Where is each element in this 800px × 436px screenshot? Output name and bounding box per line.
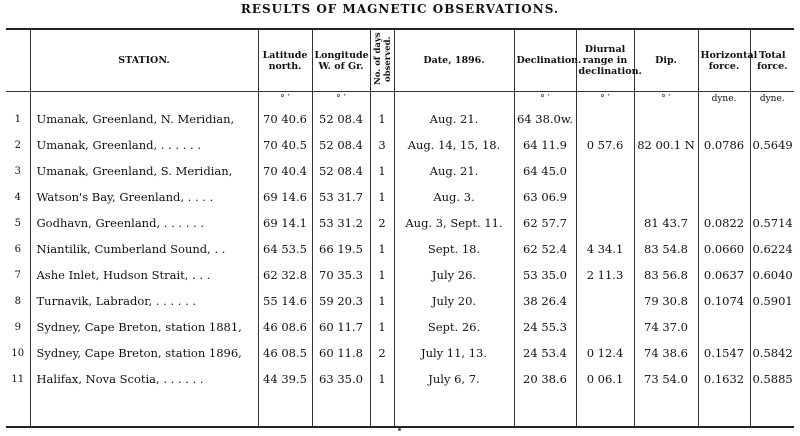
- days-observed-cell: 1: [370, 184, 394, 210]
- days-observed-cell: 1: [370, 236, 394, 262]
- header-row: [6, 30, 794, 92]
- latitude-cell: 70 40.6: [258, 106, 312, 132]
- declination-cell: 64 11.9: [514, 132, 576, 158]
- header-station: STATION.: [30, 30, 258, 92]
- date-cell: Aug. 21.: [394, 106, 514, 132]
- horizontal-force-cell: [698, 184, 750, 210]
- date-cell: July 6, 7.: [394, 366, 514, 392]
- diurnal-range-cell: [576, 158, 634, 184]
- dip-cell: 74 38.6: [634, 340, 698, 366]
- horizontal-force-cell: [698, 314, 750, 340]
- latitude-cell: 70 40.5: [258, 132, 312, 158]
- dip-cell: [634, 184, 698, 210]
- longitude-cell: 60 11.8: [312, 340, 370, 366]
- total-force-cell: 0.6224: [750, 236, 794, 262]
- horizontal-force-cell: 0.0660: [698, 236, 750, 262]
- table-row: [6, 314, 794, 340]
- declination-cell: 38 26.4: [514, 288, 576, 314]
- table-row: [6, 262, 794, 288]
- date-cell: Sept. 18.: [394, 236, 514, 262]
- table-row: [6, 210, 794, 236]
- table-row: [6, 236, 794, 262]
- latitude-cell: 64 53.5: [258, 236, 312, 262]
- table-row: [6, 184, 794, 210]
- longitude-cell: 70 35.3: [312, 262, 370, 288]
- longitude-cell: 59 20.3: [312, 288, 370, 314]
- row-number: 2: [14, 139, 21, 151]
- total-force-cell: [750, 314, 794, 340]
- dip-cell: 79 30.8: [634, 288, 698, 314]
- longitude-cell: 66 19.5: [312, 236, 370, 262]
- longitude-cell: 53 31.7: [312, 184, 370, 210]
- diurnal-range-cell: 2 11.3: [576, 262, 634, 288]
- date-cell: July 11, 13.: [394, 340, 514, 366]
- diurnal-range-cell: [576, 184, 634, 210]
- dip-cell: 83 56.8: [634, 262, 698, 288]
- horizontal-force-cell: 0.0822: [698, 210, 750, 236]
- declination-cell: 20 38.6: [514, 366, 576, 392]
- days-observed-cell: 1: [370, 366, 394, 392]
- longitude-cell: 52 08.4: [312, 158, 370, 184]
- total-force-cell: [750, 184, 794, 210]
- declination-cell: 63 06.9: [514, 184, 576, 210]
- longitude-cell: 63 35.0: [312, 366, 370, 392]
- diurnal-range-cell: [576, 288, 634, 314]
- unit-latitude: ° ′: [258, 92, 312, 107]
- latitude-cell: 46 08.5: [258, 340, 312, 366]
- horizontal-force-cell: 0.0786: [698, 132, 750, 158]
- station-name: Umanak, Greenland, . . . . . .: [30, 132, 258, 158]
- dip-cell: 81 43.7: [634, 210, 698, 236]
- diurnal-range-cell: 0 12.4: [576, 340, 634, 366]
- header-latitude: Latitude north.: [258, 30, 312, 92]
- declination-cell: 53 35.0: [514, 262, 576, 288]
- date-cell: Sept. 26.: [394, 314, 514, 340]
- dip-cell: 74 37.0: [634, 314, 698, 340]
- unit-dip: ° ′: [634, 92, 698, 107]
- total-force-cell: 0.5842: [750, 340, 794, 366]
- diurnal-range-cell: [576, 106, 634, 132]
- station-name: Ashe Inlet, Hudson Strait, . . .: [30, 262, 258, 288]
- header-longitude: Longitude W. of Gr.: [312, 30, 370, 92]
- table-row: [6, 288, 794, 314]
- diurnal-range-cell: 4 34.1: [576, 236, 634, 262]
- unit-total: dyne.: [750, 92, 794, 107]
- dip-cell: 83 54.8: [634, 236, 698, 262]
- days-observed-cell: 3: [370, 132, 394, 158]
- row-number: 3: [14, 165, 21, 177]
- row-number: 8: [14, 295, 21, 307]
- row-number: 9: [14, 321, 21, 333]
- longitude-cell: 52 08.4: [312, 132, 370, 158]
- total-force-cell: [750, 106, 794, 132]
- latitude-cell: 69 14.6: [258, 184, 312, 210]
- latitude-cell: 55 14.6: [258, 288, 312, 314]
- unit-diurnal: ° ′: [576, 92, 634, 107]
- total-force-cell: 0.5901: [750, 288, 794, 314]
- dip-cell: 73 54.0: [634, 366, 698, 392]
- total-force-cell: [750, 158, 794, 184]
- total-force-cell: 0.5714: [750, 210, 794, 236]
- longitude-cell: 53 31.2: [312, 210, 370, 236]
- dip-cell: 82 00.1 N: [634, 132, 698, 158]
- date-cell: Aug. 21.: [394, 158, 514, 184]
- days-observed-cell: 2: [370, 210, 394, 236]
- row-number: 4: [14, 191, 21, 203]
- total-force-cell: 0.6040: [750, 262, 794, 288]
- table-row: [6, 158, 794, 184]
- latitude-cell: 62 32.8: [258, 262, 312, 288]
- station-name: Umanak, Greenland, N. Meridian,: [30, 106, 258, 132]
- total-force-cell: 0.5649: [750, 132, 794, 158]
- unit-longitude: ° ′: [312, 92, 370, 107]
- latitude-cell: 44 39.5: [258, 366, 312, 392]
- horizontal-force-cell: 0.0637: [698, 262, 750, 288]
- date-cell: Aug. 3, Sept. 11.: [394, 210, 514, 236]
- station-name: Sydney, Cape Breton, station 1881,: [30, 314, 258, 340]
- date-cell: Aug. 14, 15, 18.: [394, 132, 514, 158]
- row-number: 1: [14, 113, 21, 125]
- days-observed-cell: 2: [370, 340, 394, 366]
- station-name: Turnavik, Labrador, . . . . . .: [30, 288, 258, 314]
- diurnal-range-cell: 0 06.1: [576, 366, 634, 392]
- dip-cell: [634, 106, 698, 132]
- horizontal-force-cell: 0.1074: [698, 288, 750, 314]
- declination-cell: 64 45.0: [514, 158, 576, 184]
- station-name: Umanak, Greenland, S. Meridian,: [30, 158, 258, 184]
- diurnal-range-cell: [576, 314, 634, 340]
- total-force-cell: 0.5885: [750, 366, 794, 392]
- header-days-text: No. of days observed.: [372, 32, 393, 86]
- declination-cell: 62 52.4: [514, 236, 576, 262]
- observations-table-frame: [6, 28, 794, 428]
- latitude-cell: 69 14.1: [258, 210, 312, 236]
- days-observed-cell: 1: [370, 288, 394, 314]
- table-row: [6, 366, 794, 392]
- header-days-observed: [370, 30, 394, 92]
- horizontal-force-cell: 0.1632: [698, 366, 750, 392]
- longitude-cell: 52 08.4: [312, 106, 370, 132]
- diurnal-range-cell: [576, 210, 634, 236]
- station-name: Niantilik, Cumberland Sound, . .: [30, 236, 258, 262]
- days-observed-cell: 1: [370, 314, 394, 340]
- table-row: [6, 106, 794, 132]
- row-number: 11: [11, 373, 25, 385]
- declination-cell: 24 55.3: [514, 314, 576, 340]
- station-name: Godhavn, Greenland, . . . . . .: [30, 210, 258, 236]
- row-number: 7: [14, 269, 21, 281]
- header-total-force: Total force.: [750, 30, 794, 92]
- date-cell: Aug. 3.: [394, 184, 514, 210]
- table-row: [6, 340, 794, 366]
- header-date: Date, 1896.: [394, 30, 514, 92]
- header-horizontal-force: Horizontal force.: [698, 30, 750, 92]
- diurnal-range-cell: 0 57.6: [576, 132, 634, 158]
- observations-table: [6, 30, 794, 426]
- unit-declination: ° ′: [514, 92, 576, 107]
- station-name: Halifax, Nova Scotia, . . . . . .: [30, 366, 258, 392]
- days-observed-cell: 1: [370, 262, 394, 288]
- days-observed-cell: 1: [370, 158, 394, 184]
- horizontal-force-cell: [698, 106, 750, 132]
- latitude-cell: 70 40.4: [258, 158, 312, 184]
- declination-cell: 64 38.0w.: [514, 106, 576, 132]
- unit-horizontal: dyne.: [698, 92, 750, 107]
- header-number: [6, 30, 30, 92]
- row-number: 5: [14, 217, 21, 229]
- horizontal-force-cell: 0.1547: [698, 340, 750, 366]
- table-row: [6, 132, 794, 158]
- header-diurnal-range: Diurnal range in declination.: [576, 30, 634, 92]
- station-name: Sydney, Cape Breton, station 1896,: [30, 340, 258, 366]
- header-dip: Dip.: [634, 30, 698, 92]
- row-number: 10: [11, 347, 25, 359]
- longitude-cell: 60 11.7: [312, 314, 370, 340]
- filler-row: [6, 392, 794, 426]
- latitude-cell: 46 08.6: [258, 314, 312, 340]
- date-cell: July 26.: [394, 262, 514, 288]
- units-row: [6, 92, 794, 107]
- declination-cell: 24 53.4: [514, 340, 576, 366]
- station-name: Watson's Bay, Greenland, . . . .: [30, 184, 258, 210]
- page-title: RESULTS OF MAGNETIC OBSERVATIONS.: [240, 2, 560, 16]
- date-cell: July 20.: [394, 288, 514, 314]
- row-number: 6: [14, 243, 21, 255]
- horizontal-force-cell: [698, 158, 750, 184]
- dip-cell: [634, 158, 698, 184]
- declination-cell: 62 57.7: [514, 210, 576, 236]
- days-observed-cell: 1: [370, 106, 394, 132]
- header-declination: Declination.: [514, 30, 576, 92]
- page-dot: [398, 428, 401, 431]
